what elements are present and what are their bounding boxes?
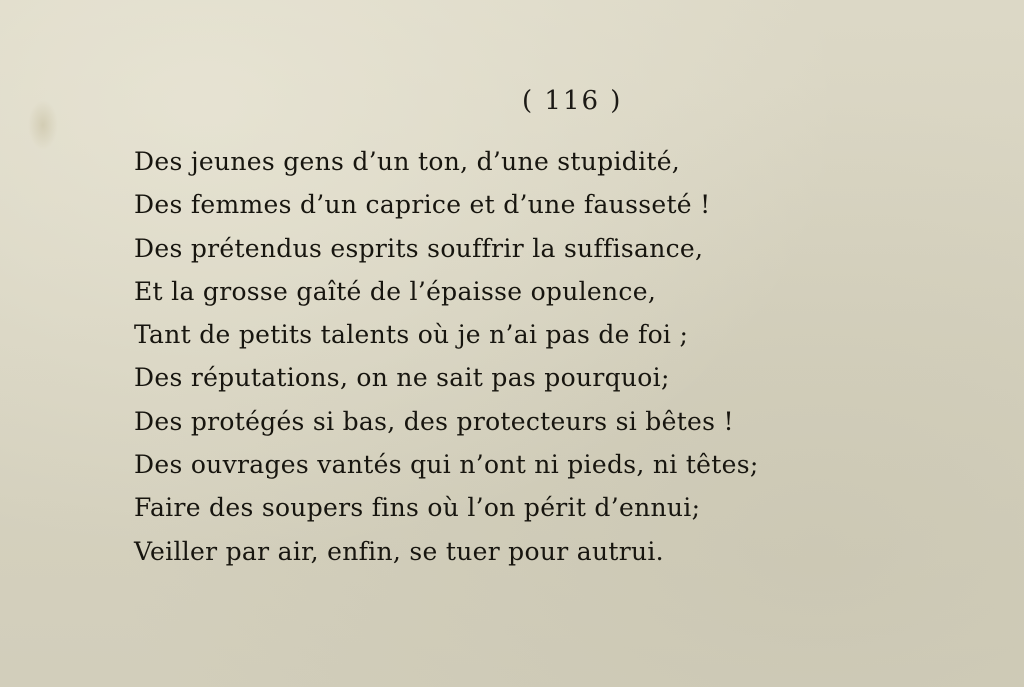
poem-line: Des jeunes gens d’un ton, d’une stupidité, (134, 147, 681, 176)
poem-line: Des protégés si bas, des protecteurs si bêtes ! (134, 406, 734, 436)
page-number: ( 116 ) (522, 86, 623, 116)
poem-text (134, 140, 759, 573)
poem-line: Tant de petits talents où je n’ai pas de foi ; (134, 320, 689, 350)
poem-line: Et la grosse gaîté de l’épaisse opulence, (134, 276, 657, 306)
poem-line: Des réputations, on ne sait pas pourquoi; (134, 363, 670, 393)
poem-line: Des femmes d’un caprice et d’une fausseté ! (134, 190, 711, 220)
poem-line: Veiller par air, enfin, se tuer pour autrui. (134, 536, 664, 566)
poem-line: Des ouvrages vantés qui n’ont ni pieds, ni têtes; (134, 450, 759, 480)
poem-line: Des prétendus esprits souffrir la suffisance, (134, 233, 704, 263)
paper-stain (28, 100, 58, 150)
poem-line: Faire des soupers fins où l’on périt d’ennui; (134, 493, 701, 523)
